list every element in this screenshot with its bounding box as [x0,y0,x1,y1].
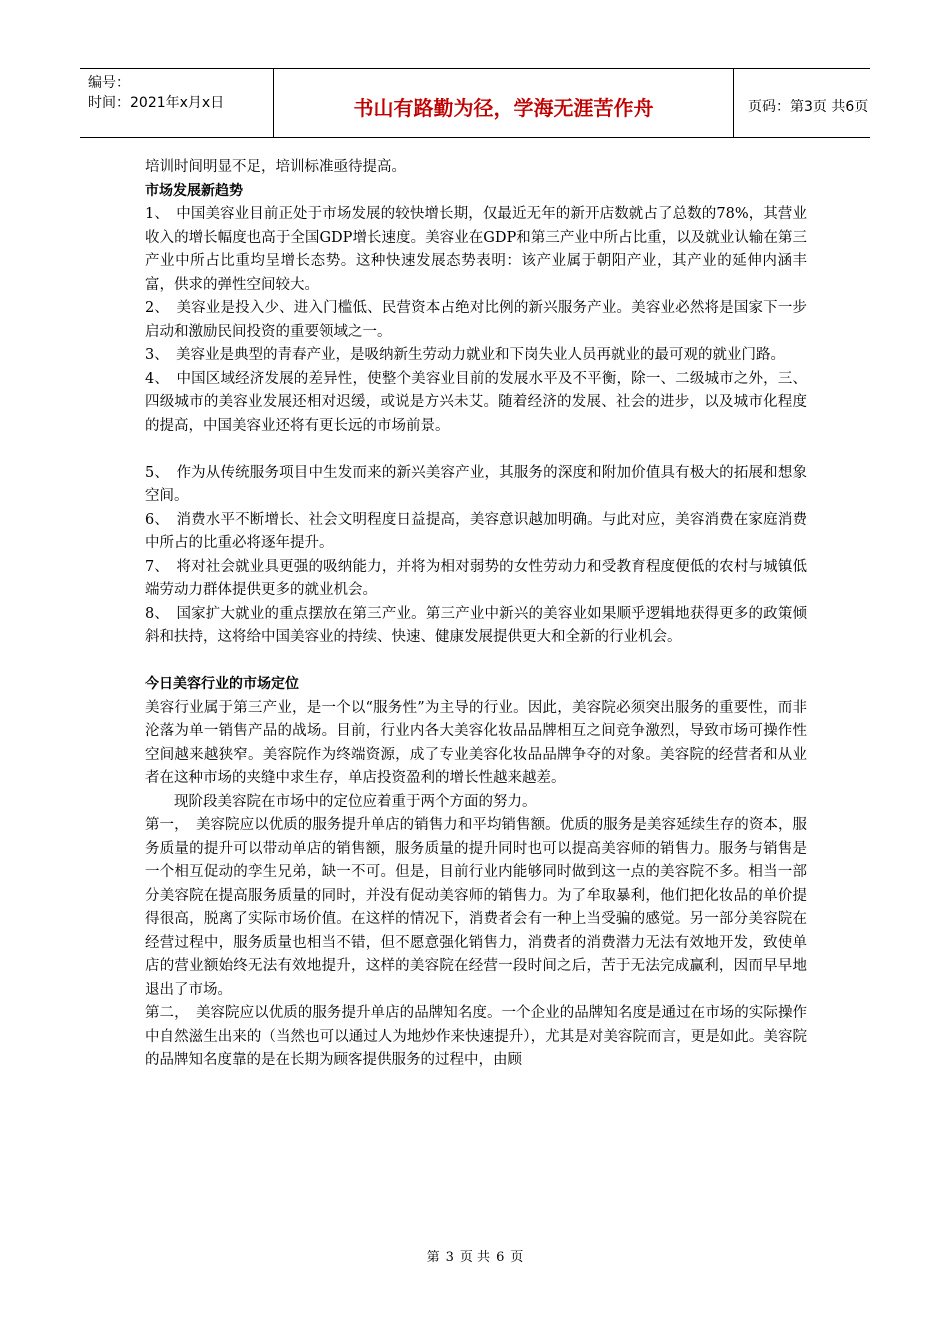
paragraph-continued: 培训时间明显不足，培训标准亟待提高。 [145,159,406,175]
section-heading-trends: 市场发展新趋势 [145,182,243,199]
date-label: 时间：2021年x月x日 [88,95,225,111]
paragraph-second: 第二， 美容院应以优质的服务提升单店的品牌知名度。一个企业的品牌知名度是通过在市场的实际操作中自然滋生出来的（当然也可以通过人为地炒作来快速提升），尤其是对美容院而言，更是如此。美容院的品牌知名度靠的是在长期为顾客提供服务的过程中，由顾 [145,1005,807,1068]
list-item: 5、 作为从传统服务项目中生发而来的新兴美容产业，其服务的深度和附加价值具有极大的拓展和想象空间。 [145,464,807,504]
list-item: 4、 中国区域经济发展的差异性，使整个美容业目前的发展水平及不平衡，除一、二级城市之外，三、四级城市的美容业发展还相对迟缓，或说是方兴未艾。随着经济的发展、社会的进步，以及城市化程度的提高，中国美容业还将有更长远的市场前景。 [145,370,807,434]
list-item: 1、 中国美容业目前正处于市场发展的较快增长期，仅最近无年的新开店数就占了总数的78%，其营业收入的增长幅度也高于全国GDP增长速度。美容业在GDP和第三产业中所占比重，以及就业认输在第三产业中所占比重均呈增长态势。这种快速发展态势表明：该产业属于朝阳产业，其产业的延伸内涵丰富，供求的弹性空间较大。 [145,206,807,293]
footer-page-label: 第 [426,1250,440,1265]
paragraph-first: 第一， 美容院应以优质的服务提升单店的销售力和平均销售额。优质的服务是美容延续生存的资本，服务质量的提升可以带动单店的销售额，服务质量的提升同时也可以提高美容师的销售力。服务与销售是一个相互促动的孪生兄弟，缺一不可。但是，目前行业内能够同时做到这一点的美容院不多。相当一部分美容院在提高服务质量的同时，并没有促动美容师的销售力。为了牟取暴利，他们把化妆品的单价提得很高，脱离了实际市场价值。在这样的情况下，消费者会有一种上当受骗的感觉。另一部分美容院在经营过程中，服务质量也相当不错，但不愿意强化销售力，消费者的消费潜力无法有效地开发，致使单店的营业额始终无法有效地提升，这样的美容院在经营一段时间之后，苦于无法完成赢利，因而早早地退出了市场。 [145,817,807,998]
spacer [145,438,807,462]
section-heading-positioning: 今日美容行业的市场定位 [145,676,299,692]
serial-label: 编号： [88,75,130,91]
spacer [145,650,807,674]
page-footer [0,1246,950,1265]
list-item: 2、 美容业是投入少、进入门槛低、民营资本占绝对比例的新兴服务产业。美容业必然将是国家下一步启动和激励民间投资的重要领域之一。 [145,300,807,340]
header-left-cell [80,69,274,137]
footer-page-mid: 页 共 [459,1250,491,1265]
footer-page-total: 6 [496,1250,505,1265]
document-body [145,156,807,1073]
page-header [80,68,870,138]
list-item: 6、 消费水平不断增长、社会文明程度日益提高，美容意识越加明确。与此对应，美容消费在家庭消费中所占的比重必将逐年提升。 [145,511,807,551]
list-item: 8、 国家扩大就业的重点摆放在第三产业。第三产业中新兴的美容业如果顺乎逻辑地获得更多的政策倾斜和扶持，这将给中国美容业的持续、快速、健康发展提供更大和全新的行业机会。 [145,605,807,645]
footer-page-number: 3 [445,1250,454,1265]
list-item: 3、 美容业是典型的青春产业，是吸纳新生劳动力就业和下岗失业人员再就业的最可观的就业门路。 [145,347,785,363]
header-page-info: 页码：第3页 共6页 [748,99,869,115]
footer-page-end: 页 [510,1250,524,1265]
header-motto: 书山有路勤为径，学海无涯苦作舟 [274,69,734,137]
paragraph-positioning: 美容行业属于第三产业，是一个以“服务性”为主导的行业。因此，美容院必须突出服务的重要性，而非沦落为单一销售产品的战场。目前，行业内各大美容化妆品品牌相互之间竞争激烈，导致市场可操作性空间越来越狭窄。美容院作为终端资源，成了专业美容化妆品品牌争夺的对象。美容院的经营者和从业者在这种市场的夹缝中求生存，单店投资盈利的增长性越来越差。 [145,699,807,786]
list-item: 7、 将对社会就业具更强的吸纳能力，并将为相对弱势的女性劳动力和受教育程度便低的农村与城镇低端劳动力群体提供更多的就业机会。 [145,558,807,598]
paragraph-intro: 现阶段美容院在市场中的定位应着重于两个方面的努力。 [174,793,537,810]
